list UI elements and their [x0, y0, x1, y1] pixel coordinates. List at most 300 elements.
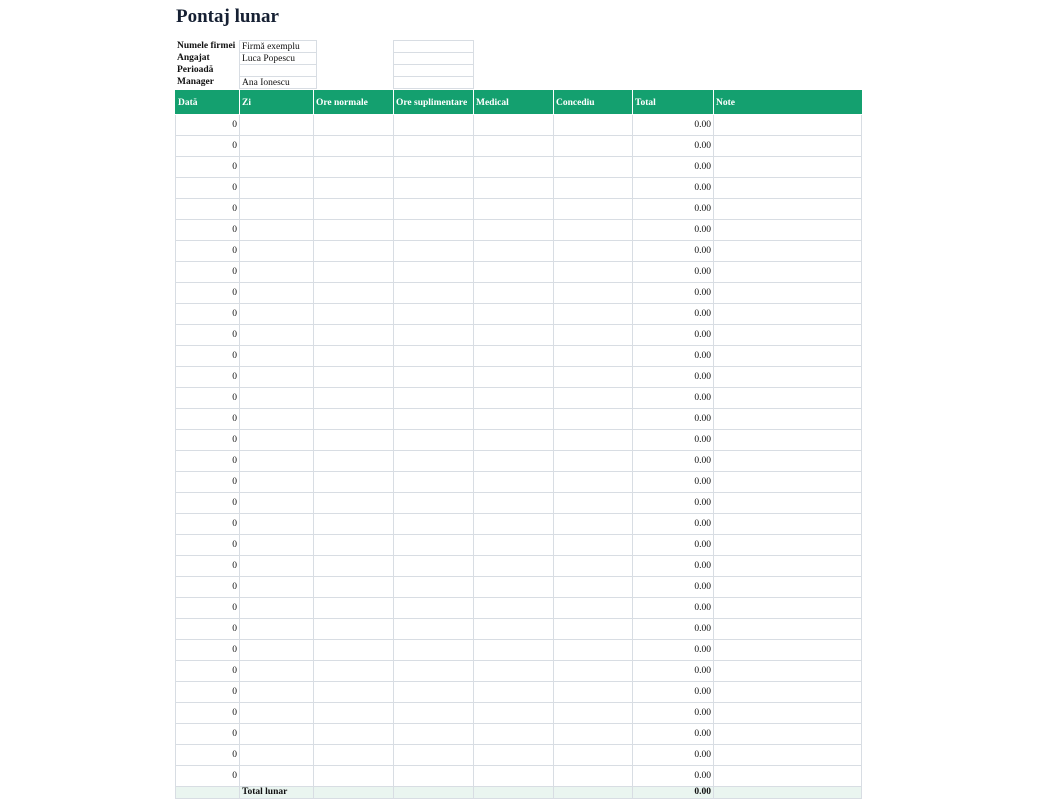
- total-cell[interactable]: 0.00: [633, 556, 714, 577]
- total-cell[interactable]: 0.00: [633, 283, 714, 304]
- notes-cell[interactable]: [714, 472, 862, 493]
- date-cell[interactable]: 0: [176, 346, 240, 367]
- medical-cell[interactable]: [474, 325, 554, 346]
- medical-cell[interactable]: [474, 388, 554, 409]
- notes-cell[interactable]: [714, 157, 862, 178]
- overtime-cell[interactable]: [394, 598, 474, 619]
- table-row: [176, 367, 862, 388]
- total-cell[interactable]: 0.00: [633, 745, 714, 766]
- total-empty-cell: [554, 787, 633, 799]
- day-cell[interactable]: [240, 367, 314, 388]
- medical-cell[interactable]: [474, 157, 554, 178]
- table-row: [176, 661, 862, 682]
- medical-cell[interactable]: [474, 220, 554, 241]
- medical-cell[interactable]: [474, 304, 554, 325]
- overtime-cell[interactable]: [394, 703, 474, 724]
- leave-cell[interactable]: [554, 283, 633, 304]
- medical-cell[interactable]: [474, 493, 554, 514]
- regular-hours-cell[interactable]: [314, 304, 394, 325]
- date-cell[interactable]: 0: [176, 535, 240, 556]
- overtime-cell[interactable]: [394, 325, 474, 346]
- total-empty-cell: [714, 787, 862, 799]
- leave-cell[interactable]: [554, 619, 633, 640]
- day-cell[interactable]: [240, 682, 314, 703]
- total-cell[interactable]: 0.00: [633, 619, 714, 640]
- notes-cell[interactable]: [714, 178, 862, 199]
- info-blank-cell[interactable]: [393, 52, 474, 64]
- notes-cell[interactable]: [714, 682, 862, 703]
- notes-cell[interactable]: [714, 640, 862, 661]
- total-cell[interactable]: 0.00: [633, 577, 714, 598]
- regular-hours-cell[interactable]: [314, 661, 394, 682]
- day-cell[interactable]: [240, 178, 314, 199]
- medical-cell[interactable]: [474, 682, 554, 703]
- total-cell[interactable]: 0.00: [633, 157, 714, 178]
- total-cell[interactable]: 0.00: [633, 598, 714, 619]
- table-row: [176, 241, 862, 262]
- leave-cell[interactable]: [554, 472, 633, 493]
- table-row: [176, 220, 862, 241]
- table-row: [176, 493, 862, 514]
- medical-cell[interactable]: [474, 661, 554, 682]
- total-cell[interactable]: 0.00: [633, 430, 714, 451]
- regular-hours-cell[interactable]: [314, 430, 394, 451]
- total-cell[interactable]: 0.00: [633, 304, 714, 325]
- medical-cell[interactable]: [474, 514, 554, 535]
- leave-cell[interactable]: [554, 682, 633, 703]
- day-cell[interactable]: [240, 577, 314, 598]
- total-cell[interactable]: 0.00: [633, 178, 714, 199]
- total-cell[interactable]: 0.00: [633, 472, 714, 493]
- leave-cell[interactable]: [554, 241, 633, 262]
- notes-cell[interactable]: [714, 619, 862, 640]
- leave-cell[interactable]: [554, 577, 633, 598]
- overtime-cell[interactable]: [394, 451, 474, 472]
- day-cell[interactable]: [240, 157, 314, 178]
- overtime-cell[interactable]: [394, 472, 474, 493]
- table-row: [176, 430, 862, 451]
- medical-cell[interactable]: [474, 241, 554, 262]
- date-cell[interactable]: 0: [176, 682, 240, 703]
- day-cell[interactable]: [240, 619, 314, 640]
- day-cell[interactable]: [240, 640, 314, 661]
- day-cell[interactable]: [240, 703, 314, 724]
- overtime-cell[interactable]: [394, 115, 474, 136]
- day-cell[interactable]: [240, 724, 314, 745]
- notes-cell[interactable]: [714, 388, 862, 409]
- day-cell[interactable]: [240, 493, 314, 514]
- date-cell[interactable]: 0: [176, 577, 240, 598]
- info-row-manager: [176, 76, 476, 88]
- total-cell[interactable]: 0.00: [633, 724, 714, 745]
- overtime-cell[interactable]: [394, 682, 474, 703]
- info-blank-cell[interactable]: [393, 76, 474, 89]
- date-cell[interactable]: 0: [176, 325, 240, 346]
- overtime-cell[interactable]: [394, 220, 474, 241]
- day-cell[interactable]: [240, 283, 314, 304]
- notes-cell[interactable]: [714, 766, 862, 787]
- overtime-cell[interactable]: [394, 724, 474, 745]
- overtime-cell[interactable]: [394, 766, 474, 787]
- regular-hours-cell[interactable]: [314, 493, 394, 514]
- company-field[interactable]: Firmă exemplu: [239, 40, 317, 52]
- notes-cell[interactable]: [714, 136, 862, 157]
- leave-cell[interactable]: [554, 640, 633, 661]
- total-cell[interactable]: 0.00: [633, 766, 714, 787]
- overtime-cell[interactable]: [394, 430, 474, 451]
- total-cell[interactable]: 0.00: [633, 367, 714, 388]
- total-empty-cell: [176, 787, 240, 799]
- total-cell[interactable]: 0.00: [633, 346, 714, 367]
- medical-cell[interactable]: [474, 577, 554, 598]
- leave-cell[interactable]: [554, 409, 633, 430]
- leave-cell[interactable]: [554, 304, 633, 325]
- total-cell[interactable]: 0.00: [633, 388, 714, 409]
- regular-hours-cell[interactable]: [314, 367, 394, 388]
- regular-hours-cell[interactable]: [314, 178, 394, 199]
- info-label: Numele firmei: [177, 41, 236, 51]
- leave-cell[interactable]: [554, 598, 633, 619]
- medical-cell[interactable]: [474, 262, 554, 283]
- leave-cell[interactable]: [554, 451, 633, 472]
- day-cell[interactable]: [240, 535, 314, 556]
- column-header-day: Zi: [240, 91, 314, 115]
- overtime-cell[interactable]: [394, 745, 474, 766]
- day-cell[interactable]: [240, 766, 314, 787]
- leave-cell[interactable]: [554, 388, 633, 409]
- notes-cell[interactable]: [714, 535, 862, 556]
- medical-cell[interactable]: [474, 745, 554, 766]
- day-cell[interactable]: [240, 514, 314, 535]
- day-cell[interactable]: [240, 199, 314, 220]
- leave-cell[interactable]: [554, 745, 633, 766]
- notes-cell[interactable]: [714, 346, 862, 367]
- medical-cell[interactable]: [474, 472, 554, 493]
- day-cell[interactable]: [240, 556, 314, 577]
- total-cell[interactable]: 0.00: [633, 115, 714, 136]
- medical-cell[interactable]: [474, 640, 554, 661]
- notes-cell[interactable]: [714, 577, 862, 598]
- medical-cell[interactable]: [474, 451, 554, 472]
- date-cell[interactable]: 0: [176, 388, 240, 409]
- date-cell[interactable]: 0: [176, 661, 240, 682]
- date-cell[interactable]: 0: [176, 556, 240, 577]
- regular-hours-cell[interactable]: [314, 703, 394, 724]
- regular-hours-cell[interactable]: [314, 241, 394, 262]
- notes-cell[interactable]: [714, 220, 862, 241]
- medical-cell[interactable]: [474, 283, 554, 304]
- notes-cell[interactable]: [714, 367, 862, 388]
- regular-hours-cell[interactable]: [314, 262, 394, 283]
- overtime-cell[interactable]: [394, 514, 474, 535]
- day-cell[interactable]: [240, 661, 314, 682]
- day-cell[interactable]: [240, 262, 314, 283]
- regular-hours-cell[interactable]: [314, 325, 394, 346]
- total-cell[interactable]: 0.00: [633, 136, 714, 157]
- table-row: [176, 745, 862, 766]
- medical-cell[interactable]: [474, 724, 554, 745]
- period-field[interactable]: [239, 64, 317, 76]
- regular-hours-cell[interactable]: [314, 766, 394, 787]
- overtime-cell[interactable]: [394, 304, 474, 325]
- overtime-cell[interactable]: [394, 346, 474, 367]
- regular-hours-cell[interactable]: [314, 472, 394, 493]
- medical-cell[interactable]: [474, 199, 554, 220]
- date-cell[interactable]: 0: [176, 304, 240, 325]
- notes-cell[interactable]: [714, 325, 862, 346]
- leave-cell[interactable]: [554, 766, 633, 787]
- notes-cell[interactable]: [714, 724, 862, 745]
- notes-cell[interactable]: [714, 304, 862, 325]
- day-cell[interactable]: [240, 325, 314, 346]
- regular-hours-cell[interactable]: [314, 514, 394, 535]
- medical-cell[interactable]: [474, 178, 554, 199]
- notes-cell[interactable]: [714, 745, 862, 766]
- notes-cell[interactable]: [714, 283, 862, 304]
- total-cell[interactable]: 0.00: [633, 262, 714, 283]
- overtime-cell[interactable]: [394, 556, 474, 577]
- overtime-cell[interactable]: [394, 178, 474, 199]
- date-cell[interactable]: 0: [176, 472, 240, 493]
- leave-cell[interactable]: [554, 220, 633, 241]
- day-cell[interactable]: [240, 430, 314, 451]
- date-cell[interactable]: 0: [176, 409, 240, 430]
- total-cell[interactable]: 0.00: [633, 640, 714, 661]
- table-row: [176, 325, 862, 346]
- date-cell[interactable]: 0: [176, 766, 240, 787]
- leave-cell[interactable]: [554, 367, 633, 388]
- leave-cell[interactable]: [554, 115, 633, 136]
- day-cell[interactable]: [240, 388, 314, 409]
- info-label: Angajat: [177, 53, 210, 63]
- notes-cell[interactable]: [714, 241, 862, 262]
- regular-hours-cell[interactable]: [314, 115, 394, 136]
- leave-cell[interactable]: [554, 535, 633, 556]
- total-cell[interactable]: 0.00: [633, 220, 714, 241]
- notes-cell[interactable]: [714, 451, 862, 472]
- notes-cell[interactable]: [714, 493, 862, 514]
- day-cell[interactable]: [240, 409, 314, 430]
- date-cell[interactable]: 0: [176, 283, 240, 304]
- day-cell[interactable]: [240, 220, 314, 241]
- regular-hours-cell[interactable]: [314, 682, 394, 703]
- table-row: [176, 283, 862, 304]
- regular-hours-cell[interactable]: [314, 640, 394, 661]
- info-blank-cell[interactable]: [393, 64, 474, 76]
- regular-hours-cell[interactable]: [314, 619, 394, 640]
- total-cell[interactable]: 0.00: [633, 703, 714, 724]
- regular-hours-cell[interactable]: [314, 220, 394, 241]
- date-cell[interactable]: 0: [176, 199, 240, 220]
- column-header-leave: Concediu: [554, 91, 633, 115]
- day-cell[interactable]: [240, 304, 314, 325]
- leave-cell[interactable]: [554, 703, 633, 724]
- leave-cell[interactable]: [554, 136, 633, 157]
- regular-hours-cell[interactable]: [314, 745, 394, 766]
- medical-cell[interactable]: [474, 346, 554, 367]
- date-cell[interactable]: 0: [176, 745, 240, 766]
- notes-cell[interactable]: [714, 598, 862, 619]
- regular-hours-cell[interactable]: [314, 451, 394, 472]
- regular-hours-cell[interactable]: [314, 157, 394, 178]
- date-cell[interactable]: 0: [176, 262, 240, 283]
- regular-hours-cell[interactable]: [314, 346, 394, 367]
- date-cell[interactable]: 0: [176, 241, 240, 262]
- total-cell[interactable]: 0.00: [633, 451, 714, 472]
- leave-cell[interactable]: [554, 514, 633, 535]
- date-cell[interactable]: 0: [176, 724, 240, 745]
- total-cell[interactable]: 0.00: [633, 514, 714, 535]
- table-row: [176, 262, 862, 283]
- leave-cell[interactable]: [554, 661, 633, 682]
- table-row: [176, 703, 862, 724]
- day-cell[interactable]: [240, 136, 314, 157]
- column-header-notes: Note: [714, 91, 862, 115]
- table-row: [176, 304, 862, 325]
- column-header-date: Dată: [176, 91, 240, 115]
- leave-cell[interactable]: [554, 262, 633, 283]
- day-cell[interactable]: [240, 346, 314, 367]
- regular-hours-cell[interactable]: [314, 199, 394, 220]
- total-cell[interactable]: 0.00: [633, 535, 714, 556]
- notes-cell[interactable]: [714, 409, 862, 430]
- date-cell[interactable]: 0: [176, 451, 240, 472]
- notes-cell[interactable]: [714, 115, 862, 136]
- medical-cell[interactable]: [474, 703, 554, 724]
- date-cell[interactable]: 0: [176, 703, 240, 724]
- overtime-cell[interactable]: [394, 157, 474, 178]
- regular-hours-cell[interactable]: [314, 598, 394, 619]
- medical-cell[interactable]: [474, 409, 554, 430]
- regular-hours-cell[interactable]: [314, 388, 394, 409]
- overtime-cell[interactable]: [394, 241, 474, 262]
- date-cell[interactable]: 0: [176, 598, 240, 619]
- day-cell[interactable]: [240, 115, 314, 136]
- overtime-cell[interactable]: [394, 199, 474, 220]
- leave-cell[interactable]: [554, 724, 633, 745]
- notes-cell[interactable]: [714, 262, 862, 283]
- medical-cell[interactable]: [474, 598, 554, 619]
- medical-cell[interactable]: [474, 766, 554, 787]
- overtime-cell[interactable]: [394, 388, 474, 409]
- notes-cell[interactable]: [714, 430, 862, 451]
- overtime-cell[interactable]: [394, 493, 474, 514]
- employee-field[interactable]: Luca Popescu: [239, 52, 317, 64]
- date-cell[interactable]: 0: [176, 115, 240, 136]
- notes-cell[interactable]: [714, 514, 862, 535]
- overtime-cell[interactable]: [394, 367, 474, 388]
- date-cell[interactable]: 0: [176, 367, 240, 388]
- table-row: [176, 178, 862, 199]
- regular-hours-cell[interactable]: [314, 724, 394, 745]
- regular-hours-cell[interactable]: [314, 577, 394, 598]
- header-row: [176, 91, 862, 115]
- table-row: [176, 640, 862, 661]
- notes-cell[interactable]: [714, 556, 862, 577]
- medical-cell[interactable]: [474, 535, 554, 556]
- leave-cell[interactable]: [554, 556, 633, 577]
- notes-cell[interactable]: [714, 703, 862, 724]
- medical-cell[interactable]: [474, 430, 554, 451]
- notes-cell[interactable]: [714, 199, 862, 220]
- regular-hours-cell[interactable]: [314, 535, 394, 556]
- leave-cell[interactable]: [554, 493, 633, 514]
- date-cell[interactable]: 0: [176, 178, 240, 199]
- medical-cell[interactable]: [474, 367, 554, 388]
- leave-cell[interactable]: [554, 157, 633, 178]
- overtime-cell[interactable]: [394, 661, 474, 682]
- medical-cell[interactable]: [474, 115, 554, 136]
- date-cell[interactable]: 0: [176, 220, 240, 241]
- overtime-cell[interactable]: [394, 577, 474, 598]
- column-header-overtime: Ore suplimentare: [394, 91, 474, 115]
- date-cell[interactable]: 0: [176, 640, 240, 661]
- info-blank-cell[interactable]: [393, 40, 474, 52]
- overtime-cell[interactable]: [394, 535, 474, 556]
- leave-cell[interactable]: [554, 346, 633, 367]
- overtime-cell[interactable]: [394, 619, 474, 640]
- table-row: [176, 199, 862, 220]
- day-cell[interactable]: [240, 598, 314, 619]
- info-label: Perioadă: [177, 65, 214, 75]
- total-cell[interactable]: 0.00: [633, 241, 714, 262]
- total-cell[interactable]: 0.00: [633, 682, 714, 703]
- table-row: [176, 535, 862, 556]
- day-cell[interactable]: [240, 241, 314, 262]
- total-empty-cell: [314, 787, 394, 799]
- overtime-cell[interactable]: [394, 136, 474, 157]
- medical-cell[interactable]: [474, 619, 554, 640]
- leave-cell[interactable]: [554, 430, 633, 451]
- table-body: [176, 115, 862, 787]
- regular-hours-cell[interactable]: [314, 556, 394, 577]
- medical-cell[interactable]: [474, 136, 554, 157]
- medical-cell[interactable]: [474, 556, 554, 577]
- overtime-cell[interactable]: [394, 283, 474, 304]
- regular-hours-cell[interactable]: [314, 283, 394, 304]
- total-row: [176, 787, 862, 799]
- notes-cell[interactable]: [714, 661, 862, 682]
- column-header-total: Total: [633, 91, 714, 115]
- date-cell[interactable]: 0: [176, 430, 240, 451]
- column-header-regular-hours: Ore normale: [314, 91, 394, 115]
- leave-cell[interactable]: [554, 325, 633, 346]
- leave-cell[interactable]: [554, 199, 633, 220]
- regular-hours-cell[interactable]: [314, 409, 394, 430]
- date-cell[interactable]: 0: [176, 619, 240, 640]
- day-cell[interactable]: [240, 472, 314, 493]
- day-cell[interactable]: [240, 745, 314, 766]
- total-cell[interactable]: 0.00: [633, 325, 714, 346]
- date-cell[interactable]: 0: [176, 157, 240, 178]
- total-cell[interactable]: 0.00: [633, 409, 714, 430]
- total-cell[interactable]: 0.00: [633, 199, 714, 220]
- overtime-cell[interactable]: [394, 262, 474, 283]
- regular-hours-cell[interactable]: [314, 136, 394, 157]
- manager-field[interactable]: Ana Ionescu: [239, 76, 317, 89]
- total-cell[interactable]: 0.00: [633, 661, 714, 682]
- total-cell[interactable]: 0.00: [633, 493, 714, 514]
- overtime-cell[interactable]: [394, 640, 474, 661]
- date-cell[interactable]: 0: [176, 493, 240, 514]
- day-cell[interactable]: [240, 451, 314, 472]
- overtime-cell[interactable]: [394, 409, 474, 430]
- table-row: [176, 577, 862, 598]
- date-cell[interactable]: 0: [176, 136, 240, 157]
- leave-cell[interactable]: [554, 178, 633, 199]
- date-cell[interactable]: 0: [176, 514, 240, 535]
- column-header-medical: Medical: [474, 91, 554, 115]
